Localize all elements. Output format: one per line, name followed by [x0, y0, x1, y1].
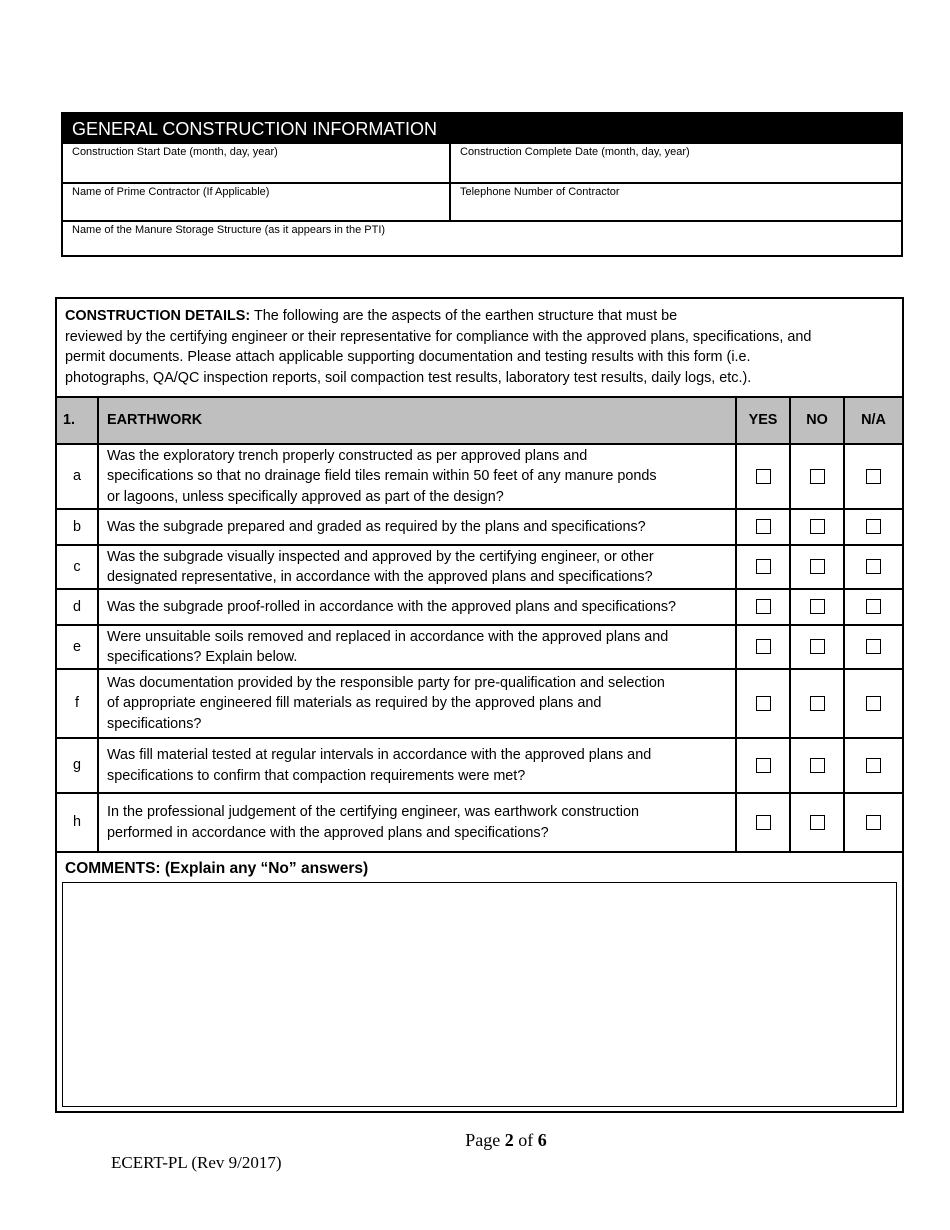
na-checkbox[interactable] — [866, 696, 881, 711]
answer-cell-yes — [736, 509, 790, 545]
question-line: Was documentation provided by the responsible party for pre-qualification and selection — [107, 674, 665, 691]
question-text — [98, 669, 736, 738]
question-text — [98, 589, 736, 625]
na-checkbox[interactable] — [866, 758, 881, 773]
na-checkbox[interactable] — [866, 599, 881, 614]
question-letter: c — [57, 545, 98, 589]
structure-name-label: Name of the Manure Storage Structure (as it appears in the PTI) — [72, 224, 386, 236]
question-line: or lagoons, unless specifically approved as part of the design? — [107, 488, 504, 505]
intro-line-2: reviewed by the certifying engineer or their representative for compliance with the approved plans, specifications, and — [65, 328, 812, 345]
question-text — [98, 738, 736, 793]
answer-cell-na — [844, 589, 902, 625]
comments-textarea[interactable] — [62, 882, 897, 1107]
answer-cell-na — [844, 545, 902, 589]
question-line: specifications? — [107, 715, 202, 732]
question-letter: d — [57, 589, 98, 625]
no-checkbox[interactable] — [810, 758, 825, 773]
question-row — [57, 669, 902, 738]
answer-cell-no — [790, 669, 844, 738]
yes-checkbox[interactable] — [756, 599, 771, 614]
answer-cell-yes — [736, 589, 790, 625]
question-line: designated representative, in accordance with the approved plans and specifications? — [107, 569, 653, 585]
no-checkbox[interactable] — [810, 519, 825, 534]
section-title: EARTHWORK — [98, 397, 736, 444]
question-row — [57, 738, 902, 793]
form-revision-id: ECERT-PL (Rev 9/2017) — [111, 1153, 282, 1172]
earthwork-header-row — [57, 397, 902, 444]
page-prefix: Page — [465, 1130, 505, 1150]
contractor-phone-field[interactable] — [451, 184, 901, 220]
page-total: 6 — [537, 1130, 547, 1150]
prime-contractor-label: Name of Prime Contractor (If Applicable) — [72, 186, 270, 198]
na-checkbox[interactable] — [866, 469, 881, 484]
answer-cell-na — [844, 738, 902, 793]
complete-date-field[interactable] — [451, 144, 901, 182]
no-checkbox[interactable] — [810, 696, 825, 711]
answer-cell-no — [790, 444, 844, 509]
col-na-header: N/A — [844, 397, 902, 444]
question-line: Were unsuitable soils removed and replaced in accordance with the approved plans and — [107, 628, 669, 645]
page-number — [0, 1130, 950, 1151]
question-letter: g — [57, 738, 98, 793]
answer-cell-no — [790, 509, 844, 545]
col-yes-header: YES — [736, 397, 790, 444]
question-letter: e — [57, 625, 98, 669]
answer-cell-no — [790, 793, 844, 852]
question-text — [98, 793, 736, 852]
yes-checkbox[interactable] — [756, 758, 771, 773]
question-letter: f — [57, 669, 98, 738]
question-line: Was the subgrade prepared and graded as required by the plans and specifications? — [107, 518, 646, 535]
answer-cell-no — [790, 738, 844, 793]
yes-checkbox[interactable] — [756, 559, 771, 574]
contractor-phone-label: Telephone Number of Contractor — [460, 186, 620, 198]
no-checkbox[interactable] — [810, 469, 825, 484]
question-line: Was the subgrade proof-rolled in accordance with the approved plans and specifications? — [107, 598, 677, 615]
no-checkbox[interactable] — [810, 639, 825, 654]
col-no-header: NO — [790, 397, 844, 444]
answer-cell-yes — [736, 738, 790, 793]
question-letter: h — [57, 793, 98, 852]
na-checkbox[interactable] — [866, 519, 881, 534]
complete-date-label: Construction Complete Date (month, day, year) — [460, 146, 690, 158]
general-construction-info-section — [61, 112, 903, 257]
page-of: of — [513, 1130, 538, 1150]
construction-details-intro — [57, 299, 902, 397]
yes-checkbox[interactable] — [756, 696, 771, 711]
question-line: In the professional judgement of the certifying engineer, was earthwork construction — [107, 804, 639, 820]
construction-details-section — [55, 297, 904, 1113]
question-letter: a — [57, 444, 98, 509]
answer-cell-na — [844, 625, 902, 669]
start-date-label: Construction Start Date (month, day, year) — [72, 146, 278, 158]
answer-cell-no — [790, 589, 844, 625]
question-line: Was the subgrade visually inspected and approved by the certifying engineer, or other — [107, 548, 654, 565]
na-checkbox[interactable] — [866, 815, 881, 830]
intro-line-4: photographs, QA/QC inspection reports, soil compaction test results, laboratory test results, daily logs, etc.). — [65, 369, 752, 386]
answer-cell-yes — [736, 793, 790, 852]
start-date-field[interactable] — [63, 144, 451, 182]
answer-cell-na — [844, 444, 902, 509]
yes-checkbox[interactable] — [756, 639, 771, 654]
answer-cell-na — [844, 793, 902, 852]
question-row — [57, 509, 902, 545]
answer-cell-yes — [736, 545, 790, 589]
yes-checkbox[interactable] — [756, 519, 771, 534]
question-line: performed in accordance with the approved plans and specifications? — [107, 824, 549, 841]
question-line: of appropriate engineered fill materials as required by the approved plans and — [107, 695, 602, 712]
answer-cell-na — [844, 509, 902, 545]
intro-heading: CONSTRUCTION DETAILS: — [65, 308, 251, 324]
section-number: 1. — [57, 397, 98, 444]
answer-cell-na — [844, 669, 902, 738]
yes-checkbox[interactable] — [756, 469, 771, 484]
yes-checkbox[interactable] — [756, 815, 771, 830]
question-text — [98, 625, 736, 669]
question-row — [57, 793, 902, 852]
na-checkbox[interactable] — [866, 559, 881, 574]
answer-cell-no — [790, 545, 844, 589]
comments-label: COMMENTS: (Explain any “No” answers) — [65, 860, 369, 877]
question-row — [57, 545, 902, 589]
no-checkbox[interactable] — [810, 599, 825, 614]
no-checkbox[interactable] — [810, 815, 825, 830]
question-line: Was fill material tested at regular intervals in accordance with the approved plans and — [107, 747, 652, 763]
question-text — [98, 509, 736, 545]
question-row — [57, 444, 902, 509]
question-letter: b — [57, 509, 98, 545]
no-checkbox[interactable] — [810, 559, 825, 574]
question-text — [98, 444, 736, 509]
general-info-header: GENERAL CONSTRUCTION INFORMATION — [63, 114, 901, 144]
answer-cell-yes — [736, 444, 790, 509]
answer-cell-no — [790, 625, 844, 669]
intro-line-1: The following are the aspects of the earthen structure that must be — [250, 308, 678, 324]
prime-contractor-field[interactable] — [63, 184, 451, 220]
question-row — [57, 589, 902, 625]
intro-line-3: permit documents. Please attach applicable supporting documentation and testing results with this form (i.e. — [65, 349, 751, 365]
question-row — [57, 625, 902, 669]
na-checkbox[interactable] — [866, 639, 881, 654]
question-line: specifications so that no drainage field tiles remain within 50 feet of any manure ponds — [107, 468, 657, 485]
earthwork-table — [57, 396, 902, 853]
page-current: 2 — [504, 1130, 514, 1150]
structure-name-field[interactable] — [63, 222, 901, 257]
question-line: Was the exploratory trench properly constructed as per approved plans and — [107, 447, 588, 464]
answer-cell-yes — [736, 625, 790, 669]
question-text — [98, 545, 736, 589]
answer-cell-yes — [736, 669, 790, 738]
question-line: specifications to confirm that compaction requirements were met? — [107, 767, 526, 784]
question-line: specifications? Explain below. — [107, 649, 298, 665]
